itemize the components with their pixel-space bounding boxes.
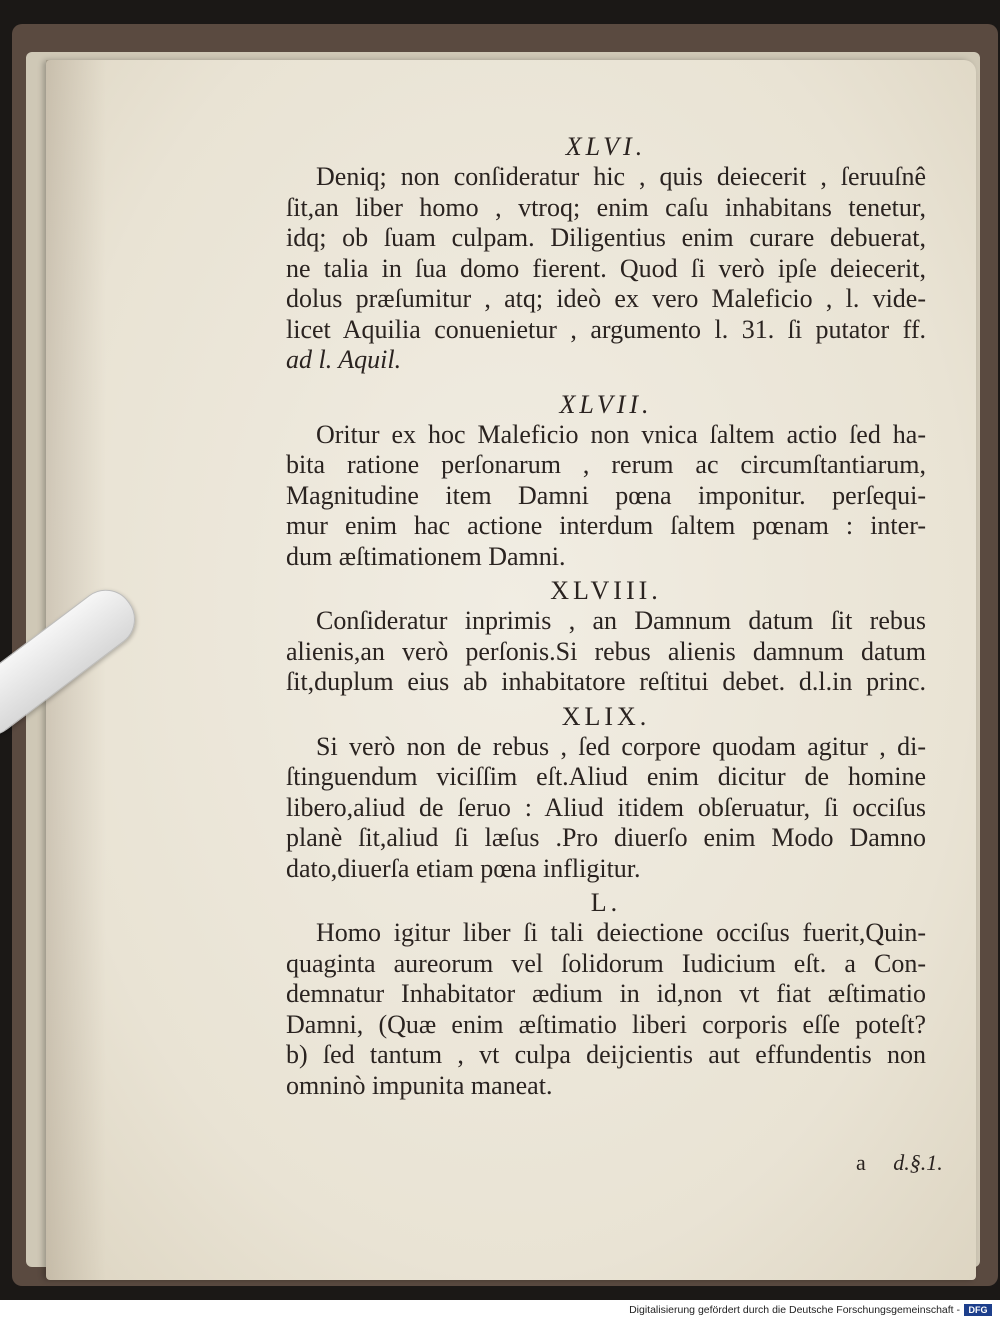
catchword-reference: d.§.1. xyxy=(893,1150,943,1175)
text-line: Si verò non de rebus , ſed corpore quodam agitur , di- xyxy=(316,731,926,761)
text-line: mur enim hac actione interdum ſaltem pœnam : inter- xyxy=(286,511,926,540)
text-block xyxy=(286,132,926,1101)
section-heading: XLIX. xyxy=(561,701,651,731)
text-line: omninò impunita maneat. xyxy=(286,1070,553,1100)
section-paragraph xyxy=(286,606,926,698)
text-line: libero,aliud de ſeruo : Aliud itidem obſeruatur, ſi occiſus xyxy=(286,792,926,822)
text-line: dum æſtimationem Damni. xyxy=(286,541,566,571)
text-line: Damni, (Quæ enim æſtimatio liberi corporis eſſe poteſt? xyxy=(286,1009,926,1039)
text-line: Homo igitur liber ſi tali deiectione occiſus fuerit,Quin- xyxy=(316,918,926,947)
section-paragraph xyxy=(286,732,926,885)
catchword-letter: a xyxy=(856,1150,866,1175)
section-paragraph xyxy=(286,420,926,573)
section-heading: XLVI. xyxy=(565,132,647,161)
text-line: quaginta aureorum vel ſolidorum Iudicium eſt. a Con- xyxy=(286,948,926,978)
footer-bar xyxy=(0,1300,1000,1321)
catchword xyxy=(856,1150,943,1176)
text-line: bita ratione perſonarum , rerum ac circumſtantiarum, xyxy=(286,450,926,479)
text-line: Conſideratur inprimis , an Damnum datum ſit rebus xyxy=(316,606,926,635)
section-paragraph xyxy=(286,162,926,376)
text-line: ſit,duplum eius ab inhabitatore reſtitui debet. d.l.in princ. xyxy=(286,667,926,696)
section-l xyxy=(286,888,926,1101)
text-line: b) ſed tantum , vt culpa deijcientis aut effundentis non xyxy=(286,1040,926,1069)
text-line: ſtinguendum viciſſim eſt.Aliud enim dicitur de homine xyxy=(286,762,926,791)
text-line: dolus præſumitur , atq; ideò ex vero Maleficio , l. vide- xyxy=(286,284,926,313)
text-line: ſit,an liber homo , vtroq; enim caſu inhabitans tenetur, xyxy=(286,192,926,222)
text-line: idq; ob ſuam culpam. Diligentius enim curare debuerat, xyxy=(286,223,926,252)
section-heading: XLVIII. xyxy=(550,576,662,605)
section-xlvii xyxy=(286,390,926,573)
section-xlviii xyxy=(286,576,926,698)
text-line: Magnitudine item Damni pœna imponitur. perſequi- xyxy=(286,480,926,510)
section-heading: L. xyxy=(590,888,622,917)
book-page xyxy=(46,60,976,1280)
text-line: licet Aquilia conuenietur , argumento l. 31. ſi putator ff. xyxy=(286,314,926,344)
text-line: Deniq; non conſideratur hic , quis deiecerit , ſeruuſnê xyxy=(316,162,926,191)
section-xlix xyxy=(286,702,926,885)
text-line: ad l. Aquil. xyxy=(286,345,402,374)
text-line: demnatur Inhabitator ædium in id,non vt fiat æſtimatio xyxy=(286,979,926,1008)
section-xlvi xyxy=(286,132,926,376)
section-heading: XLVII. xyxy=(559,389,653,419)
section-paragraph xyxy=(286,918,926,1101)
text-line: dato,diuerſa etiam pœna infligitur. xyxy=(286,853,641,883)
text-line: planè ſit,aliud ſi læſus .Pro diuerſo enim Modo Damno xyxy=(286,823,926,852)
dfg-logo-icon[interactable]: DFG xyxy=(964,1304,992,1316)
text-line: alienis,an verò perſonis.Si rebus alienis damnum datum xyxy=(286,636,926,666)
text-line: ne talia in ſua domo fierent. Quod ſi verò ipſe deiecerit, xyxy=(286,253,926,283)
footer-credit: Digitalisierung gefördert durch die Deutsche Forschungsgemeinschaft - xyxy=(629,1304,960,1316)
text-line: Oritur ex hoc Maleficio non vnica ſaltem actio ſed ha- xyxy=(316,419,926,449)
